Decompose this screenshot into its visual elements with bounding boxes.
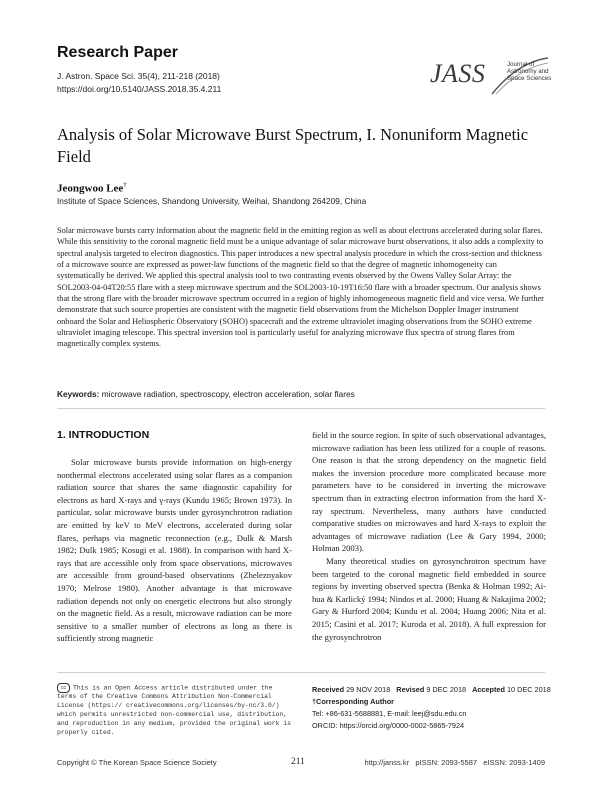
logo-subtitle xyxy=(507,61,559,82)
abstract: Solar microwave bursts carry information about the magnetic field in the emitting region as well as about electrons accelerated during solar flares. While this sensitivity to the coronal magnetic field must be a unique advantage of solar microwave burst observations, it also adds a complexity to spectral analysis targeted to electron diagnostics. This paper introduces a new spectral analysis procedure in which the cross-section and thickness of a microwave source are expressed as power-law functions of the magnetic field so that the degree of magnetic inhomogeneity can systematically be derived. We applied this spectral analysis tool to two contrasting events observed by the Owens Valley Solar Array: the SOL2003-04-04T20:55 flare with a steep microwave spectrum and the SOL2003-10-19T16:50 flare with a broader spectrum. Our analysis shows that the strong flare with the broader microwave spectrum occurred in a region of highly inhomogeneous magnetic field and vice versa. We further demonstrate that such source properties are consistent with the magnetic field observations from the Michelson Doppler Imager instrument onboard the Solar and Heliospheric Observatory (SOHO) spacecraft and the extreme ultraviolet imaging observations from the SOHO extreme ultraviolet imaging telescope. This spectral inversion tool is particularly useful for analyzing microwave flux spectra of strong flares from magnetically complex systems. xyxy=(57,226,544,349)
divider xyxy=(57,408,545,409)
license-notice xyxy=(57,683,292,737)
corresponding-mark: † xyxy=(123,181,127,189)
logo-wordmark: JASS xyxy=(430,59,486,88)
page-footer xyxy=(57,758,545,770)
copyright-notice: Copyright © The Korean Space Science Society xyxy=(57,758,217,767)
corresponding-author-text: †Corresponding Author xyxy=(312,697,395,706)
body-paragraph: Many theoretical studies on gyrosynchrotron spectrum have been targeted to the coronal magnetic field embedded in source regions by inverting observed spectra (Benka & Holman 1992; Ai-hua & Karlický 1994; Nindos et al. 2000; Huang & Nakajima 2002; Gary & Hurford 2004; Kundu et al. 2004; Huang 2006; Nita et al. 2015; Casini et al. 2017; Kuroda et al. 2018). A full expression for the gyrosynchrotron xyxy=(312,555,546,642)
logo-subtitle-line: Space Sciences xyxy=(507,75,552,82)
accepted-date: 10 DEC 2018 xyxy=(506,685,551,694)
divider xyxy=(57,672,545,673)
contact-info: Tel: +86-631-5688881, E-mail: leej@sdu.edu.cn xyxy=(312,709,467,718)
body-column-right xyxy=(312,429,546,643)
body-paragraph: field in the source region. In spite of such observational advantages, microwave radiation has been less utilized for a couple of reasons. One reason is that the strong dependency on the magnetic field makes the inversion procedure more complicated because more parameters have to be considered in inverting the microwave spectrum than in extracting electron information from the hard X-ray spectrum. Nevertheless, many authors have conducted comparative studies on microwaves and hard X-rays to exploit the advantages of microwave radiation (Lee & Gary 1994, 2000; Holman 2003). xyxy=(312,430,546,554)
journal-issn: http://janss.kr pISSN: 2093-5587 eISSN: 2093-1409 xyxy=(364,758,545,767)
received-date: 29 NOV 2018 xyxy=(346,685,391,694)
logo-subtitle-line: Astronomy and xyxy=(507,68,549,75)
journal-citation: J. Astron. Space Sci. 35(4), 211-218 (2018) xyxy=(57,71,220,81)
logo-subtitle-line: Journal of xyxy=(507,61,535,68)
journal-logo xyxy=(430,56,550,98)
section-heading: 1. INTRODUCTION xyxy=(57,429,150,441)
license-text: This is an Open Access article distributed under the terms of the Creative Commons Attribution Non-Commercial License (https:// creativecommons.org/licenses/by-nc/3.0/) which permits unrestricted non-commercial use, distribution, and reproduction in any medium, provided the original work is properly cited. xyxy=(57,684,291,736)
doi-link[interactable]: https://doi.org/10.5140/JASS.2018.35.4.211 xyxy=(57,84,222,94)
page-number: 211 xyxy=(291,757,305,767)
body-column-left xyxy=(57,456,292,645)
body-paragraph: Solar microwave bursts provide information on high-energy nonthermal electrons accelerated using solar flares as a companion radiation source that shares the same diagnostic capability for electrons as hard X-rays and γ-rays (Kundu 1965; Brown 1973). In particular, solar microwave bursts under gyrosynchrotron radiation are emitted by keV to MeV electrons, accelerated during solar flares, perhaps via magnetic reconnection (e.g., Dulk & Marsh 1982; Dulk 1985; Kosugi et al. 1988). In comparison with hard X-rays that are accessible only from space observations, microwaves are accessible from ground-based observations (Zheleznyakov 1970; Melrose 1980). Another advantage is that microwave radiation depends not only on energetic electrons but also strongly on the magnetic field. As a result, microwave radiation can be more sensitive to a smaller number of electrons as long as there is sufficiently strong magnetic xyxy=(57,457,292,644)
revised-label: Revised xyxy=(396,685,425,694)
author-name-text: Jeongwoo Lee xyxy=(57,182,124,195)
corresponding-author-label xyxy=(312,696,552,708)
keywords-label: Keywords: xyxy=(57,389,100,399)
paper-type-label: Research Paper xyxy=(57,44,178,61)
accepted-label: Accepted xyxy=(472,685,505,694)
received-label: Received xyxy=(312,685,345,694)
orcid-link[interactable]: ORCID: https://orcid.org/0000-0002-5865-7924 xyxy=(312,721,465,730)
article-title: Analysis of Solar Microwave Burst Spectrum, I. Nonuniform Magnetic Field xyxy=(57,125,529,166)
article-history xyxy=(312,684,552,732)
author-affiliation: Institute of Space Sciences, Shandong University, Weihai, Shandong 264209, China xyxy=(57,196,367,206)
keywords xyxy=(57,389,545,399)
keywords-list: microwave radiation, spectroscopy, electron acceleration, solar flares xyxy=(101,389,355,399)
author-name xyxy=(57,181,127,195)
revised-date: 9 DEC 2018 xyxy=(426,685,467,694)
creative-commons-icon: cc xyxy=(57,683,70,693)
history-dates xyxy=(312,684,552,696)
